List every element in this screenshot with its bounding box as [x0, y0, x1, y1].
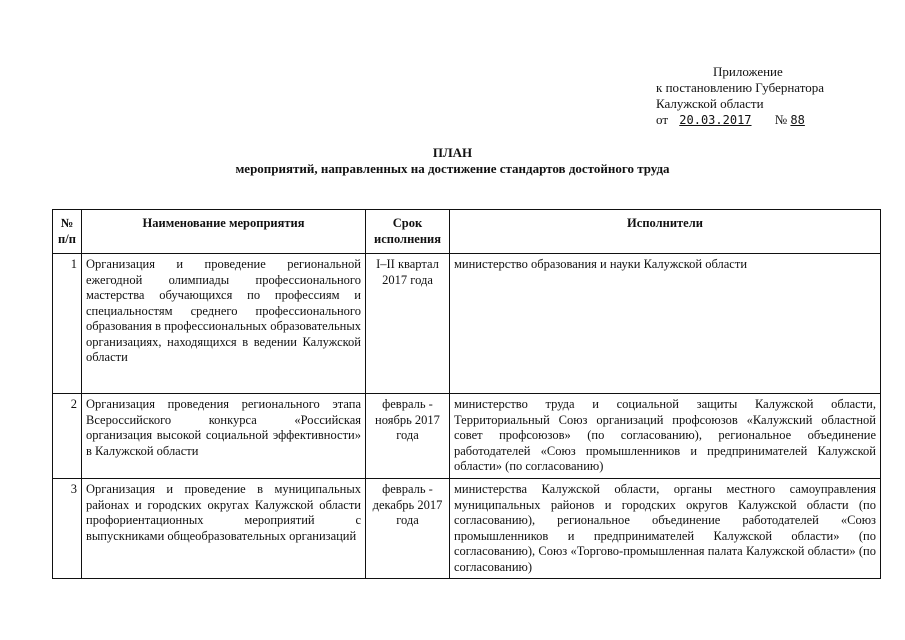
row-term: I–II квартал 2017 года: [366, 254, 450, 394]
header-num: № п/п: [53, 210, 82, 254]
plan-subtitle: мероприятий, направленных на достижение стандартов достойного труда: [235, 161, 670, 176]
header-term: Срок исполнения: [366, 210, 450, 254]
appendix-region: Калужской области: [656, 96, 764, 111]
row-executors: министерство образования и науки Калужской области: [450, 254, 881, 394]
row-num: 1: [53, 254, 82, 394]
row-name: Организация и проведение региональной ежегодной олимпиады профессионального мастерства обучающихся по профессиям и специальностям среднего профессионального образования в профессиональных образовательных организациях, находящихся в ведении Калужской области: [82, 254, 366, 394]
appendix-ref: к постановлению Губернатора: [656, 80, 825, 95]
table-row: [53, 479, 881, 579]
table-row: [53, 254, 881, 394]
row-term: февраль - декабрь 2017 года: [366, 479, 450, 579]
row-num: 2: [53, 394, 82, 479]
row-name: Организация проведения регионального этапа Всероссийского конкурса «Российская организация высокой социальной эффективности» в Калужской области: [82, 394, 366, 479]
row-num: 3: [53, 479, 82, 579]
table-header-row: [53, 210, 881, 254]
plan-table: [52, 209, 881, 579]
row-executors: министерство труда и социальной защиты Калужской области, Территориальный Союз организаций профсоюзов «Калужский областной совет профсоюзов» (по согласованию), региональное объединение работодателей «Союз промышленников и предпринимателей Калужской области» (по согласованию): [450, 394, 881, 479]
number-label: №: [774, 112, 788, 127]
row-term: февраль - ноябрь 2017 года: [366, 394, 450, 479]
table-row: [53, 394, 881, 479]
decree-date: 20.03.2017: [679, 113, 752, 127]
plan-title: ПЛАН: [432, 145, 473, 160]
header-executors: Исполнители: [450, 210, 881, 254]
header-name: Наименование мероприятия: [82, 210, 366, 254]
appendix-date-line: [656, 112, 824, 128]
from-label: от: [656, 112, 669, 127]
row-executors: министерства Калужской области, органы местного самоуправления муниципальных районов и городских округов Калужской области (по согласованию), региональное объединение работодателей «Союз промышленников и предпринимателей Калужской области» (по согласованию), Союз «Торгово-промышленная палата Калужской области» (по согласованию): [450, 479, 881, 579]
appendix-block: [656, 64, 824, 128]
row-name: Организация и проведение в муниципальных районах и городских округах Калужской области профориентационных мероприятий с выпускниками общеобразовательных организаций: [82, 479, 366, 579]
appendix-title: Приложение: [713, 64, 783, 79]
decree-number: 88: [790, 113, 805, 127]
